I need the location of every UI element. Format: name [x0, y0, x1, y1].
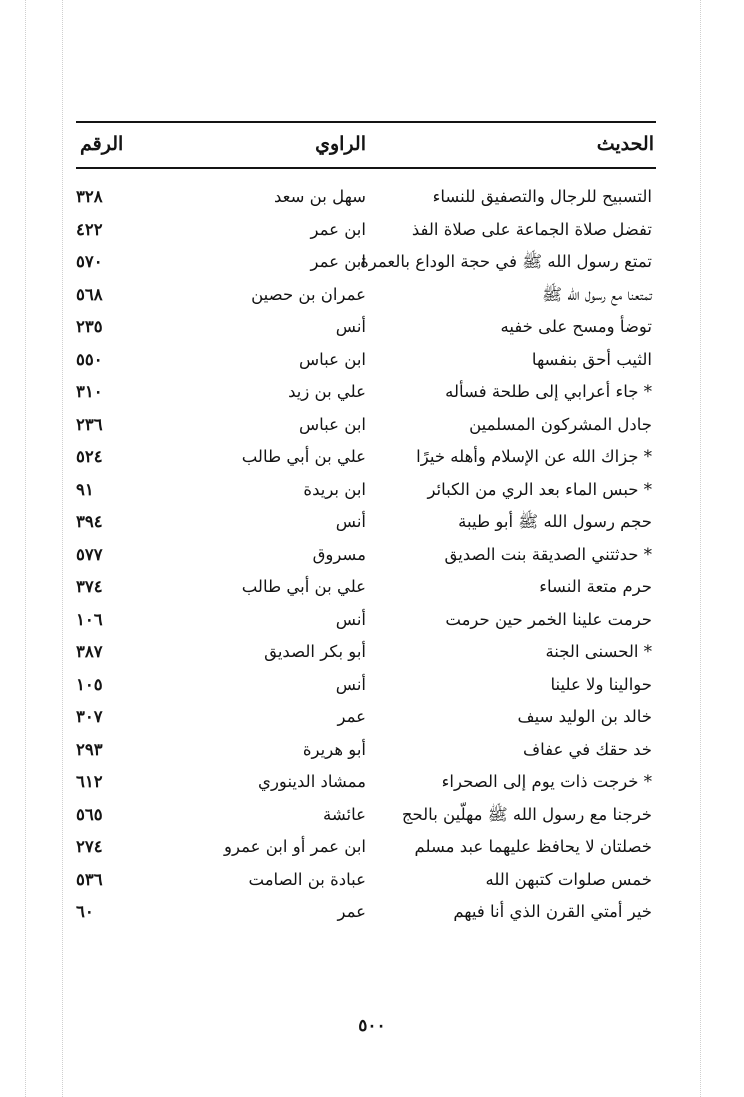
- table-row: [76, 214, 656, 247]
- header-number: الرقم: [80, 133, 124, 155]
- hadith-cell: خرجنا مع رسول الله ﷺ مهلّين بالحج: [401, 804, 652, 824]
- table-row: [76, 896, 656, 929]
- hadith-cell: تفضل صلاة الجماعة على صلاة الفذ: [411, 219, 652, 239]
- table-row: [76, 409, 656, 442]
- rawi-cell: عمر: [337, 902, 366, 921]
- rawi-cell: عمران بن حصين: [251, 284, 366, 304]
- hadith-cell: حرم متعة النساء: [539, 577, 652, 596]
- table-row: [76, 181, 656, 214]
- header-rawi: الراوي: [315, 133, 366, 155]
- hadith-cell: * حبس الماء بعد الري من الكبائر: [427, 479, 652, 499]
- table-row: [76, 539, 656, 572]
- margin-guide-left: [25, 0, 26, 1097]
- table-row: [76, 636, 656, 669]
- hadith-cell: تمتع رسول الله ﷺ في حجة الوداع بالعمرة: [360, 252, 652, 271]
- margin-guide-inner: [62, 0, 63, 1097]
- number-cell: ٦٠: [76, 902, 94, 921]
- hadith-cell: * جاء أعرابي إلى طلحة فسأله: [445, 382, 652, 401]
- table-row: [76, 766, 656, 799]
- table-row: [76, 799, 656, 832]
- number-cell: ٥٣٦: [76, 869, 103, 889]
- table-row: [76, 474, 656, 507]
- rawi-cell: علي بن أبي طالب: [241, 447, 366, 466]
- hadith-cell: * خرجت ذات يوم إلى الصحراء: [441, 772, 652, 791]
- hadith-cell: خمس صلوات كتبهن الله: [485, 869, 652, 889]
- table-row: [76, 441, 656, 474]
- number-cell: ٤٢٢: [76, 219, 103, 239]
- hadith-cell: * الحسنى الجنة: [545, 642, 652, 661]
- hadith-cell: خالد بن الوليد سيف: [517, 707, 652, 726]
- hadith-cell: توضأ ومسح على خفيه: [500, 317, 652, 336]
- hadith-cell: التسبيح للرجال والتصفيق للنساء: [432, 187, 652, 206]
- hadith-cell: خصلتان لا يحافظ عليهما عبد مسلم: [414, 837, 652, 856]
- table-header: [76, 124, 656, 164]
- number-cell: ٥٥٠: [76, 349, 103, 369]
- rawi-cell: أبو هريرة: [302, 739, 366, 759]
- rawi-cell: علي بن زيد: [288, 382, 366, 401]
- rawi-cell: ابن عباس: [299, 349, 366, 369]
- number-cell: ١٠٦: [76, 609, 103, 629]
- hadith-index-table: [76, 181, 656, 929]
- rawi-cell: عائشة: [322, 804, 366, 824]
- header-rule: [76, 167, 656, 169]
- table-row: [76, 506, 656, 539]
- hadith-cell: الثيب أحق بنفسها: [531, 349, 652, 369]
- table-row: [76, 246, 656, 279]
- number-cell: ٥٧٧: [76, 544, 103, 564]
- table-row: [76, 669, 656, 702]
- hadith-cell: خد حقك في عفاف: [522, 739, 652, 759]
- number-cell: ٢٣٦: [76, 414, 103, 434]
- number-cell: ٢٣٥: [76, 317, 103, 336]
- number-cell: ٣٨٧: [76, 642, 103, 661]
- table-row: [76, 864, 656, 897]
- rawi-cell: مسروق: [312, 544, 366, 564]
- number-cell: ٣٩٤: [76, 512, 103, 531]
- table-row: [76, 734, 656, 767]
- number-cell: ٥٦٨: [76, 284, 103, 304]
- top-rule: [76, 121, 656, 123]
- hadith-cell: حرمت علينا الخمر حين حرمت: [445, 609, 652, 629]
- number-cell: ٩١: [76, 479, 94, 499]
- number-cell: ٣١٠: [76, 382, 103, 401]
- table-row: [76, 701, 656, 734]
- number-cell: ٢٩٣: [76, 739, 103, 759]
- rawi-cell: عمر: [337, 707, 366, 726]
- rawi-cell: أنس: [335, 512, 366, 531]
- rawi-cell: سهل بن سعد: [273, 187, 366, 206]
- rawi-cell: أنس: [335, 609, 366, 629]
- rawi-cell: أنس: [335, 317, 366, 336]
- rawi-cell: أبو بكر الصديق: [264, 642, 366, 661]
- rawi-cell: ممشاد الدينوري: [258, 772, 366, 791]
- header-hadith: الحديث: [596, 133, 654, 155]
- table-row: [76, 831, 656, 864]
- table-row: [76, 571, 656, 604]
- rawi-cell: عبادة بن الصامت: [248, 869, 366, 889]
- rawi-cell: ابن بريدة: [303, 479, 366, 499]
- hadith-cell: * جزاك الله عن الإسلام وأهله خيرًا: [416, 447, 652, 466]
- rawi-cell: ابن عمر: [310, 252, 366, 271]
- number-cell: ٣٠٧: [76, 707, 103, 726]
- number-cell: ٦١٢: [76, 772, 103, 791]
- table-row: [76, 311, 656, 344]
- table-row: [76, 344, 656, 377]
- margin-guide-right: [700, 0, 701, 1097]
- table-row: [76, 376, 656, 409]
- hadith-cell: حجم رسول الله ﷺ أبو طيبة: [458, 512, 652, 531]
- table-row: [76, 279, 656, 312]
- hadith-cell: حوالينا ولا علينا: [550, 674, 652, 694]
- rawi-cell: ابن عمر: [310, 219, 366, 239]
- rawi-cell: ابن عمر أو ابن عمرو: [224, 837, 366, 856]
- rawi-cell: علي بن أبي طالب: [241, 577, 366, 596]
- number-cell: ٥٧٠: [76, 252, 103, 271]
- hadith-cell: خير أمتي القرن الذي أنا فيهم: [453, 902, 652, 921]
- number-cell: ٥٢٤: [76, 447, 103, 466]
- rawi-cell: أنس: [335, 674, 366, 694]
- number-cell: ٣٢٨: [76, 187, 103, 206]
- hadith-cell: تمتعنا مع رسول الله ﷺ: [542, 284, 652, 304]
- rawi-cell: ابن عباس: [299, 414, 366, 434]
- number-cell: ٥٦٥: [76, 804, 103, 824]
- hadith-cell: * حدثتني الصديقة بنت الصديق: [444, 544, 652, 564]
- number-cell: ٢٧٤: [76, 837, 103, 856]
- table-row: [76, 604, 656, 637]
- hadith-cell: جادل المشركون المسلمين: [469, 414, 652, 434]
- page-number: ٥٠٠: [358, 1016, 386, 1036]
- number-cell: ٣٧٤: [76, 577, 103, 596]
- number-cell: ١٠٥: [76, 674, 103, 694]
